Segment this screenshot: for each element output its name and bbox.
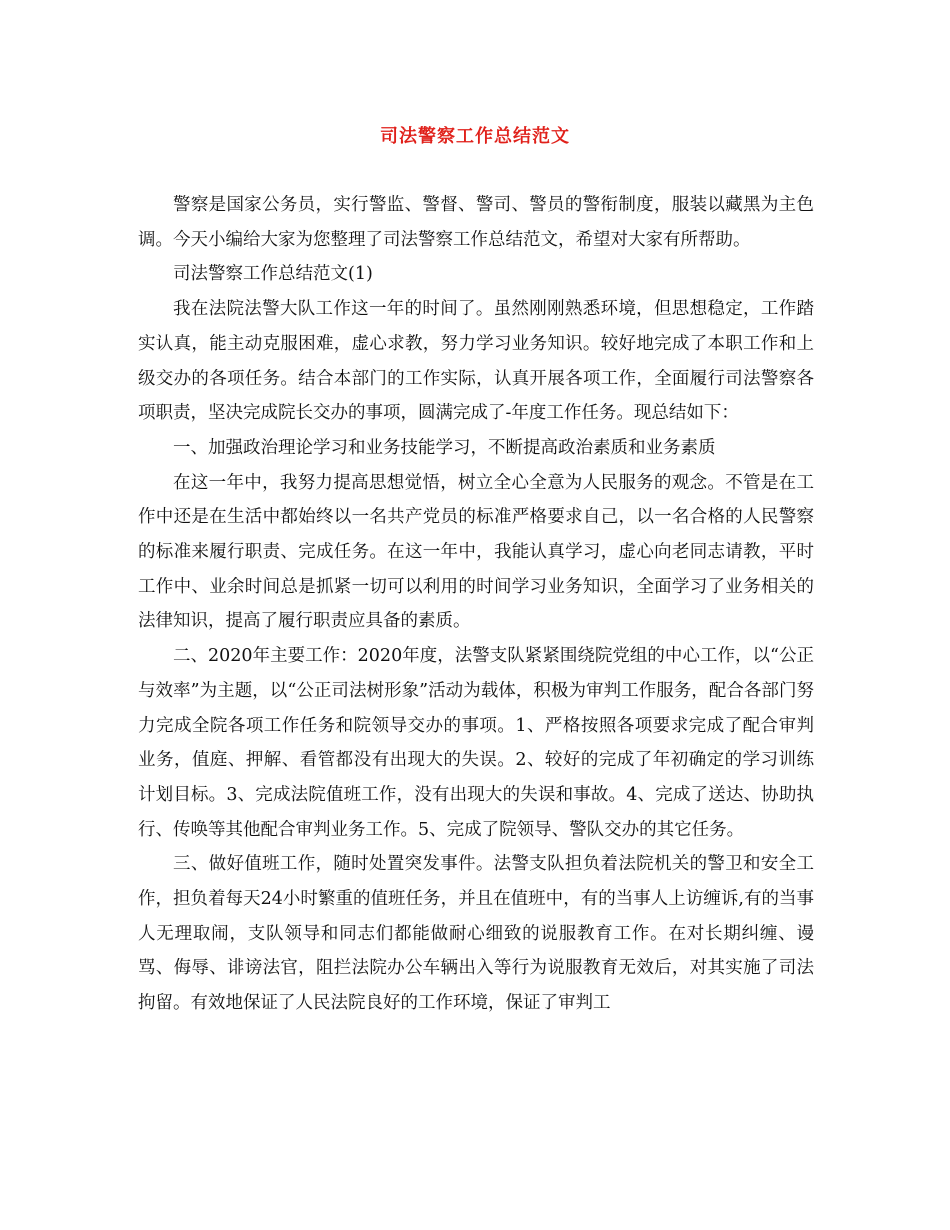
document-body bbox=[138, 188, 814, 1021]
paragraph-heading-1: 一、加强政治理论学习和业务技能学习，不断提高政治素质和业务素质 bbox=[173, 437, 716, 458]
paragraph-intro: 警察是国家公务员，实行警监、警督、警司、警员的警衔制度，服装以藏黑为主色调。今天小编给大家为您整理了司法警察工作总结范文，希望对大家有所帮助。 bbox=[138, 195, 814, 250]
paragraph-section-2: 二、2020年主要工作：2020年度，法警支队紧紧围绕院党组的中心工作，以“公正与效率”为主题，以“公正司法树形象”活动为载体，积极为审判工作服务，配合各部门努力完成全院各项工作任务和院领导交办的事项。1、严格按照各项要求完成了配合审判业务，值庭、押解、看管都没有出现大的失误。2、较好的完成了年初确定的学习训练计划目标。3、完成法院值班工作，没有出现大的失误和事故。4、完成了送达、协助执行、传唤等其他配合审判业务工作。5、完成了院领导、警队交办的其它任务。 bbox=[138, 646, 814, 840]
paragraph-opening: 我在法院法警大队工作这一年的时间了。虽然刚刚熟悉环境，但思想稳定，工作踏实认真，能主动克服困难，虚心求教，努力学习业务知识。较好地完成了本职工作和上级交办的各项任务。结合本部门的工作实际，认真开展各项工作，全面履行司法警察各项职责，坚决完成院长交办的事项，圆满完成了-年度工作任务。现总结如下： bbox=[138, 299, 814, 424]
document-title: 司法警察工作总结范文 bbox=[380, 126, 570, 147]
paragraph-subtitle: 司法警察工作总结范文(1) bbox=[173, 264, 373, 285]
paragraph-section-1: 在这一年中，我努力提高思想觉悟，树立全心全意为人民服务的观念。不管是在工作中还是在生活中都始终以一名共产党员的标准严格要求自己，以一名合格的人民警察的标准来履行职责、完成任务。在这一年中，我能认真学习，虚心向老同志请教，平时工作中、业余时间总是抓紧一切可以利用的时间学习业务知识，全面学习了业务相关的法律知识，提高了履行职责应具备的素质。 bbox=[138, 472, 814, 632]
paragraph-section-3: 三、做好值班工作，随时处置突发事件。法警支队担负着法院机关的警卫和安全工作，担负着每天24小时繁重的值班任务，并且在值班中，有的当事人上访缠诉,有的当事人无理取闹，支队领导和同志们都能做耐心细致的说服教育工作。在对长期纠缠、谩骂、侮辱、诽谤法官，阻拦法院办公车辆出入等行为说服教育无效后，对其实施了司法拘留。有效地保证了人民法院良好的工作环境，保证了审判工 bbox=[138, 854, 814, 1014]
